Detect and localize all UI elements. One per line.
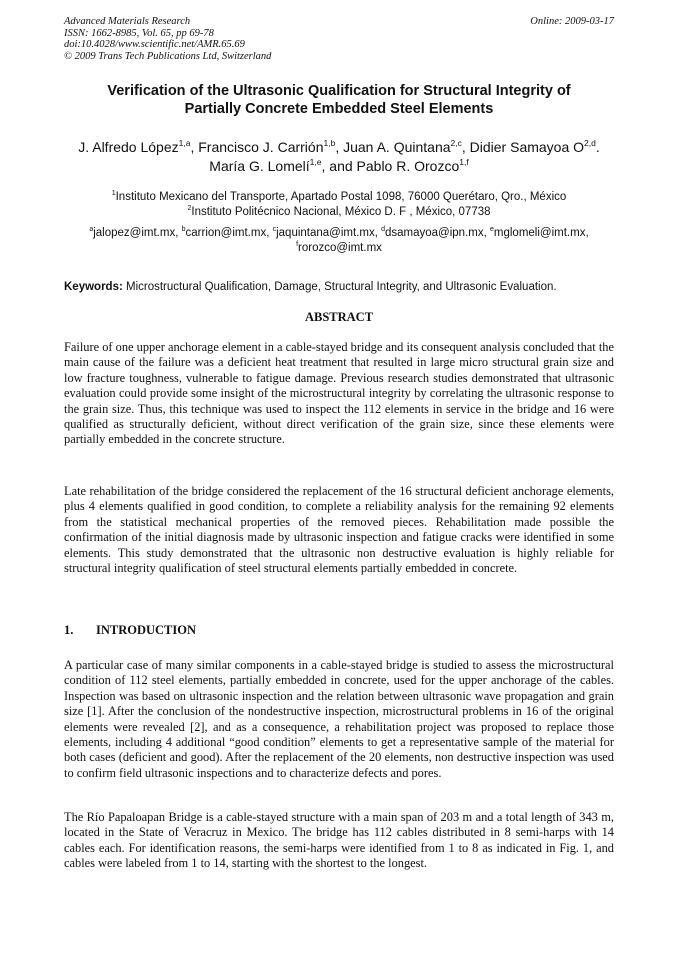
email-list	[64, 226, 614, 256]
author: María G. Lomelí$^{1,e}$, and	[209, 157, 357, 174]
author: Francisco J. Carrión$^{1,b}$,	[198, 138, 344, 155]
author: J. Alfredo López$^{1,a}$,	[78, 138, 199, 155]
author: Juan A. Quintana$^{2,c}$,	[343, 138, 470, 155]
body-paragraph: The Río Papaloapan Bridge is a cable-stayed structure with a main span of 203 m and a total length of 343 m, located in the State of Veracruz in Mexico. The bridge has 112 cables distributed in 8 semi-harps with 14 cables each. For identification reasons, the semi-harps were identified from 1 to 8 as indicated in Fig. 1, and cables were labeled from 1 to 14, starting with the shortest to the longest.	[64, 810, 614, 871]
email[interactable]: $^d$dsamayoa@ipn.mx,	[381, 226, 490, 239]
author-list	[64, 138, 614, 176]
email[interactable]: $^e$mglomeli@imt.mx,	[490, 226, 589, 239]
keywords-text: Microstructural Qualification, Damage, Structural Integrity, and Ultrasonic Evaluation.	[126, 281, 557, 293]
abstract-heading: ABSTRACT	[304, 310, 374, 324]
section-title: INTRODUCTION	[96, 623, 197, 637]
abstract-paragraph: Late rehabilitation of the bridge considered the replacement of the 16 structural deficient anchorage elements, plus 4 elements qualified in good condition, to complete a reliability analysis for the remaining 92 elements from the statistical mechanical properties of the removed pieces. Rehabilitation made possible the confirmation of the initial diagnosis made by ultrasonic inspection and fatigue cracks were identified in some elements. This study demonstrated that the ultrasonic non destructive evaluation is highly reliable for structural integrity qualification of steel structural elements partially embedded in concrete.	[64, 484, 614, 576]
keywords-label: Keywords:	[64, 281, 123, 293]
affiliation-2: $^2$Instituto Politécnico Nacional, México D. F , México, 07738	[187, 205, 491, 218]
affiliation-1: $^1$Instituto Mexicano del Transporte, Apartado Postal 1098, 76000 Querétaro, Qro., México	[111, 190, 567, 203]
author: Didier Samayoa O$^{2,d}$.	[469, 138, 600, 155]
section-heading	[64, 623, 614, 638]
copyright-line: © 2009 Trans Tech Publications Ltd, Switzerland	[64, 50, 272, 62]
body-paragraph: A particular case of many similar components in a cable-stayed bridge is studied to assess the microstructural condition of 112 steel elements, partially embedded in concrete, used for the upper anchorage of the cables. Inspection was based on ultrasonic inspection and the relation between ultrasonic wave propagation and grain size [1]. After the conclusion of the nondestructive inspection, microstructural problems in 16 of the original elements were revealed [2], and as a consequence, a rehabilitation project was proposed to replace those elements, including 4 additional “good condition” elements to get a representative sample of the material for both cases (deficient and good). After the replacement of the 20 elements, non destructive inspection was used to confirm field ultrasonic inspections and to characterize defects and pores.	[64, 658, 614, 780]
online-date: Online: 2009-03-17	[530, 16, 614, 27]
journal-name: Advanced Materials Research	[64, 16, 191, 27]
keywords	[64, 280, 614, 295]
email[interactable]: $^c$jaquintana@imt.mx,	[272, 226, 382, 239]
affiliations	[64, 190, 614, 220]
issn-line: ISSN: 1662-8985, Vol. 65, pp 69-78	[64, 27, 214, 39]
section-number: 1.	[64, 623, 74, 637]
email[interactable]: $^f$rorozco@imt.mx	[296, 241, 382, 254]
title-line-2: Partially Concrete Embedded Steel Elements	[184, 101, 494, 117]
abstract-paragraph: Failure of one upper anchorage element in a cable-stayed bridge and its consequent analysis concluded that the main cause of the failure was a deficient heat treatment that resulted in large micro structural grain size and low fracture toughness, vulnerable to fatigue damage. Previous research studies demonstrated that ultrasonic evaluation could provide some insight of the microstructural integrity by correlating the ultrasonic response to the grain size. Thus, this technique was used to inspect the 112 elements in service in the bridge and 16 were qualified as structurally deficient, without direct verification of the grain size, since these elements were partially embedded in the concrete structure.	[64, 340, 614, 447]
paper-title	[64, 82, 614, 118]
email[interactable]: $^a$jalopez@imt.mx,	[89, 226, 182, 239]
title-line-1: Verification of the Ultrasonic Qualification for Structural Integrity of	[107, 83, 571, 99]
journal-header	[64, 16, 614, 62]
author: Pablo R. Orozco$^{1,f}$	[356, 157, 469, 174]
email[interactable]: $^b$carrion@imt.mx,	[181, 226, 273, 239]
doi-line[interactable]: doi:10.4028/www.scientific.net/AMR.65.69	[64, 39, 245, 50]
